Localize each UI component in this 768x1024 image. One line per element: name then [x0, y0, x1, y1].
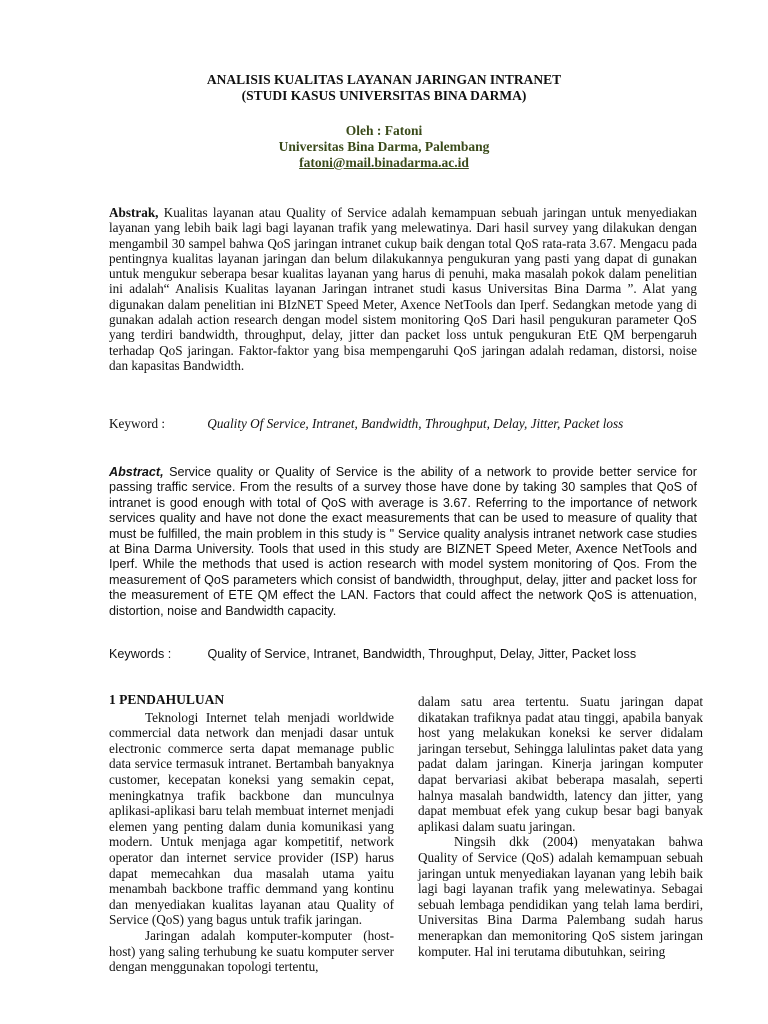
abstract-en-label: Abstract,: [109, 465, 164, 479]
abstract-id-label: Abstrak,: [109, 205, 159, 220]
paragraph: Ningsih dkk (2004) menyatakan bahwa Quality of Service (QoS) adalah kemampuan sebuah jaringan untuk menyediakan layanan yang lebih baik lagi bagi layanan trafik yang melewatinya. Sebagai sebuah lembaga pendidikan yang telah lama berdiri, Universitas Bina Darma Palembang sudah harus menerapkan dan memonitoring QoS sistem jaringan komputer. Hal ini terutama dibutuhkan, seiring: [418, 834, 703, 959]
abstract-en-text: Service quality or Quality of Service is the ability of a network to provide better service for passing traffic service. From the results of a survey those have done by taking 30 samples that QoS of intranet is good enough with total of QoS with average is 3.67. Referring to the importance of network services quality and have not done the exact measurements that can be used to measure of quality that must be fulfilled, the main problem in this study is " Service quality analysis intranet network case studies at Bina Darma University. Tools that used in this study are BIZNET Speed Meter, Axence NetTools and Iperf. While the methods that used is action research with model system monitoring of Qos. From the measurement of QoS parameters which consist of bandwidth, throughput, delay, jitter and packet loss for the measurement of ETE QM effect the LAN. Factors that could affect the network QoS is attenuation, distortion, noise and Bandwidth capacity.: [109, 465, 697, 618]
abstract-english: [109, 465, 697, 619]
keyword-en-values: Quality of Service, Intranet, Bandwidth, Throughput, Delay, Jitter, Packet loss: [207, 647, 637, 661]
abstract-id-text: Kualitas layanan atau Quality of Service adalah kemampuan sebuah jaringan untuk menyediakan layanan yang lebih baik lagi bagi layanan trafik yang melewatinya. Dari hasil survey yang dilakukan dengan mengambil 30 sampel bahwa QoS jaringan intranet cukup baik dengan total QoS rata-rata 3.67. Mengacu pada pentingnya kualitas layanan jaringan dan belum dilakukannya pengukuran yang pasti yang dapat di gunakan untuk mengukur seberapa besar kualitas layanan yang harus di penuhi, maka masalah pokok dalam penelitian ini adalah“ Analisis Kualitas layanan Jaringan intranet studi kasus Universitas Bina Darma ”. Alat yang digunakan dalam penelitian ini BIzNET Speed Meter, Axence NetTools dan Iperf. Sedangkan metode yang di gunakan adalah action research dengan model sistem monitoring QoS Dari hasil pengukuran parameter QoS yang terdiri bandwidth, throughput, delay, jitter dan packet loss untuk pengukuran EtE QM berpengaruh terhadap QoS jaringan. Faktor-faktor yang bisa mempengaruhi QoS jaringan adalah redaman, distorsi, noise dan kapasitas Bandwidth.: [109, 205, 697, 373]
paper-title-line1: ANALISIS KUALITAS LAYANAN JARINGAN INTRANET: [206, 72, 562, 87]
keyword-id-label: Keyword :: [109, 416, 166, 431]
author-affiliation: Universitas Bina Darma, Palembang: [278, 139, 490, 154]
paper-title-line2: (STUDI KASUS UNIVERSITAS BINA DARMA): [241, 88, 527, 103]
author-name: Oleh : Fatoni: [345, 123, 423, 138]
body-column-left: [109, 692, 394, 975]
abstract-indonesian: [109, 205, 697, 373]
body-column-right: [418, 694, 703, 959]
paragraph: dalam satu area tertentu. Suatu jaringan dapat dikatakan trafiknya padat atau tinggi, apabila banyak host yang melakukan koneksi ke server didalam jaringan tersebut, Sehingga lalulintas paket data yang padat dalam jaringan. Kinerja jaringan komputer dapat bervariasi akibat beberapa masalah, seperti halnya masalah bandwidth, latency dan jitter, yang dapat membuat efek yang cukup besar bagi banyak aplikasi dalam suatu jaringan.: [418, 694, 703, 834]
keywords-english: [109, 646, 709, 662]
paragraph: Jaringan adalah komputer-komputer (host-host) yang saling terhubung ke suatu komputer server dengan menggunakan topologi tertentu,: [109, 927, 394, 975]
keywords-indonesian: [109, 416, 709, 432]
keyword-id-values: Quality Of Service, Intranet, Bandwidth, Throughput, Delay, Jitter, Packet loss: [207, 416, 624, 431]
keyword-en-label: Keywords :: [109, 647, 172, 661]
paragraph: Teknologi Internet telah menjadi worldwide commercial data network dan menjadi dasar untuk electronic commerce serta dapat memanage public data service termasuk intranet. Bertambah banyaknya customer, kecepatan koneksi yang semakin cepat, meningkatnya trafik backbone dan munculnya aplikasi-aplikasi baru telah membuat internet menjadi elemen yang penting dalam dunia komunikasi yang modern. Untuk menjaga agar kompetitif, network operator dan internet service provider (ISP) harus dapat memecahkan dua masalah utama yaitu menambah backbone traffic demmand yang kontinu dan menyediakan kualitas layanan atau Quality of Service (QoS) yang bagus untuk trafik jaringan.: [109, 709, 394, 928]
author-email-link[interactable]: fatoni@mail.binadarma.ac.id: [299, 155, 469, 170]
section-heading: 1 PENDAHULUAN: [109, 692, 225, 707]
